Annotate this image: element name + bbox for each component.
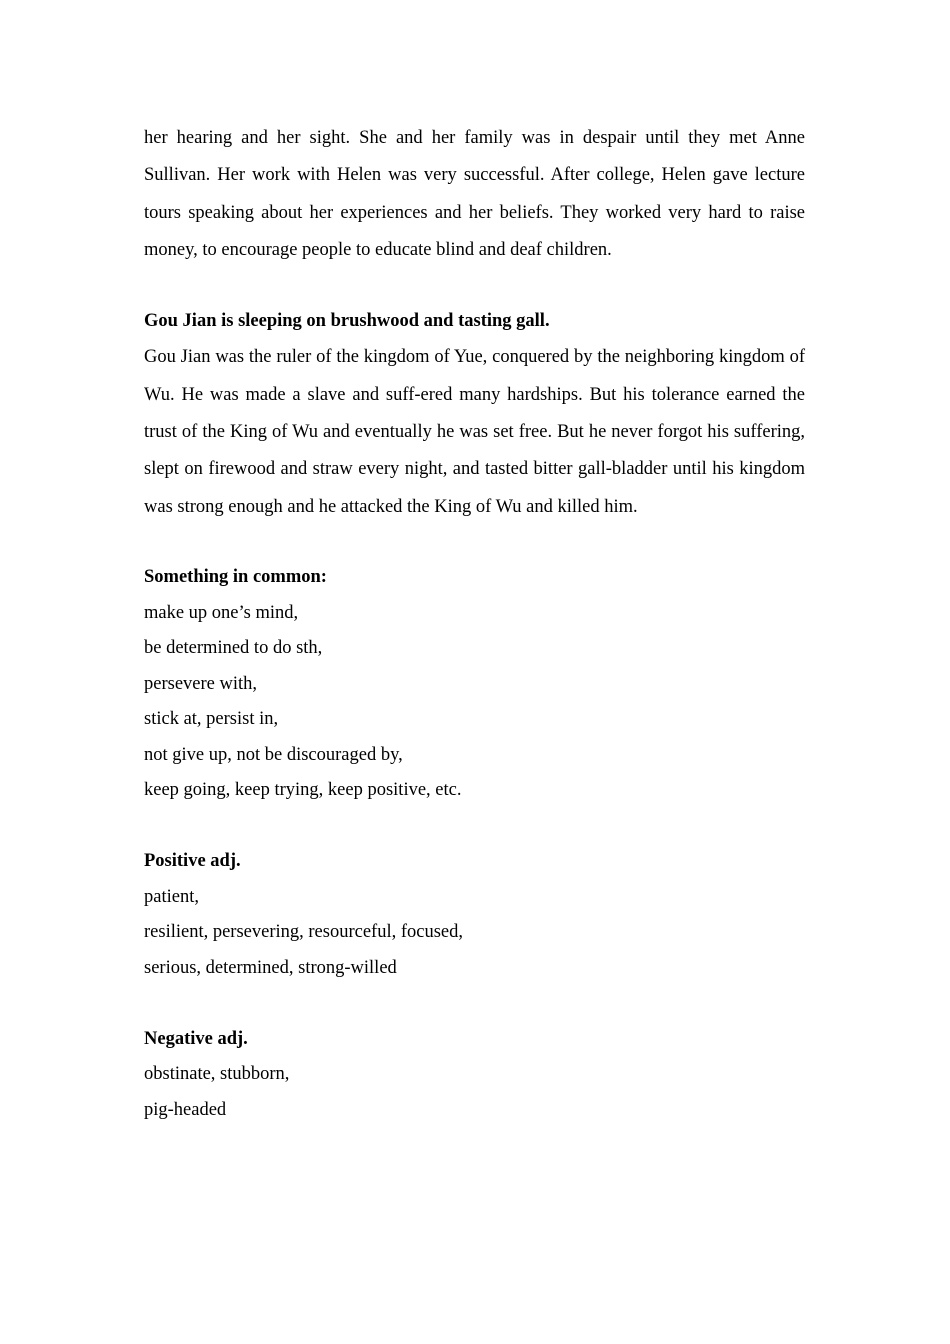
positive-heading: Positive adj. bbox=[144, 851, 241, 872]
list-item: patient, bbox=[144, 886, 199, 907]
spacer bbox=[144, 986, 805, 1022]
negative-heading: Negative adj. bbox=[144, 1028, 248, 1049]
common-section bbox=[144, 560, 805, 809]
spacer bbox=[144, 809, 805, 845]
negative-section bbox=[144, 1022, 805, 1129]
list-item: persevere with, bbox=[144, 673, 258, 694]
list-item: stick at, persist in, bbox=[144, 709, 279, 730]
list-item: resilient, persevering, resourceful, focused, bbox=[144, 922, 463, 943]
document-page bbox=[144, 120, 805, 1128]
list-item: not give up, not be discouraged by, bbox=[144, 744, 403, 765]
list-item: serious, determined, strong-willed bbox=[144, 957, 397, 978]
common-heading: Something in common: bbox=[144, 567, 327, 588]
gou-jian-section bbox=[144, 304, 805, 527]
list-item: pig-headed bbox=[144, 1099, 227, 1120]
intro-paragraph: her hearing and her sight. She and her family was in despair until they met Anne Sullivan. Her work with Helen was very successful. After college, Helen gave lecture tours speaking about her experiences and her beliefs. They worked very hard to raise money, to encourage people to educate blind and deaf children. bbox=[144, 128, 805, 261]
gou-jian-paragraph: Gou Jian was the ruler of the kingdom of Yue, conquered by the neighboring kingdom of Wu. He was made a slave and suff-ered many hardships. But his tolerance earned the trust of the King of Wu and eventually he was set free. But he never forgot his suffering, slept on firewood and straw every night, and tasted bitter gall-bladder until his kingdom was strong enough and he attacked the King of Wu and killed him. bbox=[144, 347, 805, 517]
positive-section bbox=[144, 844, 805, 986]
list-item: keep going, keep trying, keep positive, etc. bbox=[144, 780, 462, 801]
list-item: be determined to do sth, bbox=[144, 638, 323, 659]
spacer bbox=[144, 270, 805, 304]
list-item: make up one’s mind, bbox=[144, 602, 299, 623]
gou-jian-heading: Gou Jian is sleeping on brushwood and tasting gall. bbox=[144, 310, 550, 331]
spacer bbox=[144, 526, 805, 560]
list-item: obstinate, stubborn, bbox=[144, 1064, 290, 1085]
